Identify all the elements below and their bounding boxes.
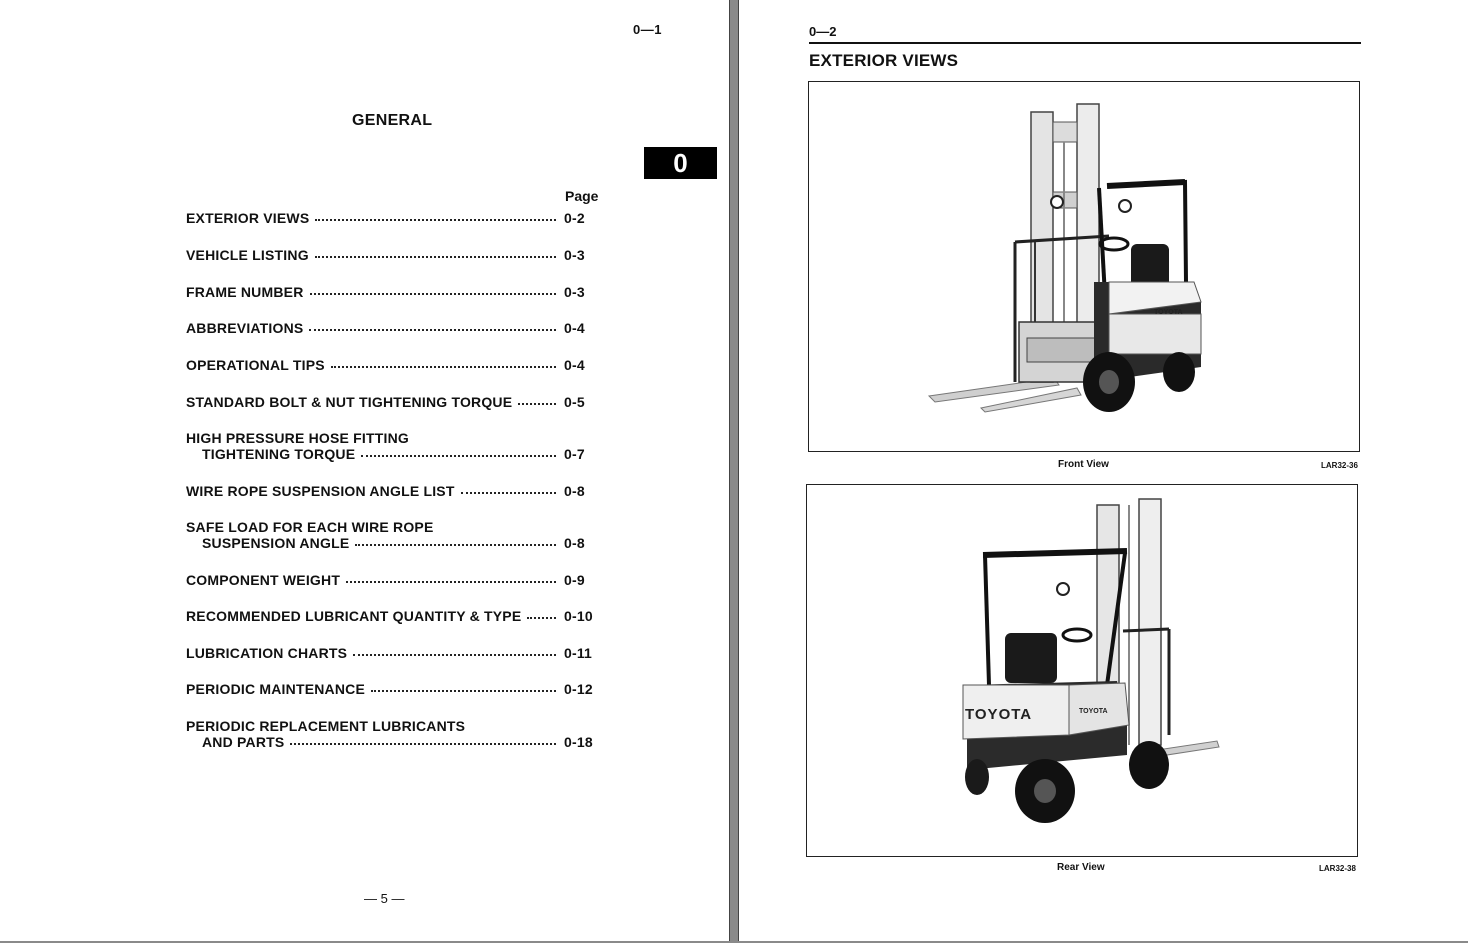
rear-figure-side-badge: TOYOTA (1079, 708, 1108, 715)
toc-entry-high-pressure-hose[interactable] (186, 430, 598, 463)
page-edge-divider (729, 0, 730, 941)
toc-leader-dots (355, 542, 556, 546)
forklift-rear-photo-icon (807, 485, 1357, 856)
toc-entry-title: HIGH PRESSURE HOSE FITTING (186, 430, 409, 446)
toc-entry-periodic-maintenance[interactable] (186, 681, 598, 698)
toc-leader-dots (461, 490, 556, 494)
toc-entry-title: EXTERIOR VIEWS (186, 210, 310, 226)
header-rule (809, 42, 1361, 44)
toc-entry-lubrication-charts[interactable] (186, 645, 598, 662)
toc-entry-operational-tips[interactable] (186, 357, 598, 374)
toc-entry-title: ABBREVIATIONS (186, 320, 304, 336)
front-figure-badge: TOYOTA (1154, 309, 1183, 316)
toc-entry-title: COMPONENT WEIGHT (186, 572, 341, 588)
toc-entry-page: 0-5 (564, 394, 585, 410)
toc-entry-component-weight[interactable] (186, 572, 598, 589)
toc-entry-vehicle-listing[interactable] (186, 247, 598, 264)
toc-entry-page: 0-2 (564, 210, 585, 226)
toc-entry-page: 0-7 (564, 446, 585, 462)
toc-leader-dots (527, 615, 556, 619)
page-footer-number: — 5 — (364, 891, 405, 906)
toc-entry-recommended-lubricant[interactable] (186, 608, 598, 625)
right-page (738, 0, 1468, 941)
toc-leader-dots (371, 688, 556, 692)
toc-entry-title: PERIODIC MAINTENANCE (186, 681, 366, 697)
left-page (0, 0, 730, 941)
toc-entry-title: FRAME NUMBER (186, 284, 304, 300)
toc-entry-title-continued: SUSPENSION ANGLE (202, 535, 350, 551)
toc-entry-periodic-replacement[interactable] (186, 718, 598, 751)
page-header-number: 0—1 (633, 22, 662, 37)
rear-view-caption: Rear View (1057, 862, 1105, 873)
toc-entry-title: LUBRICATION CHARTS (186, 645, 348, 661)
toc-entry-page: 0-12 (564, 681, 593, 697)
toc-entry-wire-rope-angle-list[interactable] (186, 483, 598, 500)
toc-entry-title: WIRE ROPE SUSPENSION ANGLE LIST (186, 483, 455, 499)
front-view-figure (808, 81, 1360, 452)
toc-entry-page: 0-10 (564, 608, 593, 624)
toc-entry-standard-bolt-nut[interactable] (186, 394, 598, 411)
toc-entry-page: 0-18 (564, 734, 593, 750)
toc-entry-title-continued: AND PARTS (202, 734, 285, 750)
toc-page-heading: Page (565, 188, 599, 204)
toc-entry-title: PERIODIC REPLACEMENT LUBRICANTS (186, 718, 466, 734)
toc-leader-dots (310, 291, 556, 295)
toc-leader-dots (315, 217, 556, 221)
toc-entry-page: 0-3 (564, 247, 585, 263)
forklift-front-photo-icon (809, 82, 1359, 451)
front-view-figure-code: LAR32-36 (1321, 461, 1358, 470)
page-edge-divider (738, 0, 739, 941)
section-title: EXTERIOR VIEWS (809, 51, 959, 70)
rear-view-figure (806, 484, 1358, 857)
toc-entry-title: SAFE LOAD FOR EACH WIRE ROPE (186, 519, 434, 535)
toc-entry-page: 0-4 (564, 320, 585, 336)
chapter-tab-marker: 0 (644, 147, 717, 179)
toc-entry-title: OPERATIONAL TIPS (186, 357, 325, 373)
toc-entry-title: VEHICLE LISTING (186, 247, 309, 263)
toc-leader-dots (315, 254, 556, 258)
toc-entry-safe-load-wire-rope[interactable] (186, 519, 598, 552)
toc-leader-dots (346, 579, 556, 583)
toc-entry-title: RECOMMENDED LUBRICANT QUANTITY & TYPE (186, 608, 522, 624)
toc-entry-page: 0-11 (564, 645, 593, 661)
page-header-number: 0—2 (809, 24, 837, 39)
chapter-title: GENERAL (352, 112, 433, 129)
toc-entry-page: 0-3 (564, 284, 585, 300)
rear-view-figure-code: LAR32-38 (1319, 864, 1356, 873)
toc-entry-page: 0-9 (564, 572, 585, 588)
toc-leader-dots (290, 741, 556, 745)
toc-leader-dots (361, 453, 556, 457)
toc-entry-page: 0-8 (564, 535, 585, 551)
toc-entry-exterior-views[interactable] (186, 210, 598, 227)
toc-leader-dots (518, 401, 556, 405)
toc-entry-abbreviations[interactable] (186, 320, 598, 337)
rear-figure-badge: TOYOTA (965, 706, 1033, 723)
toc-entry-frame-number[interactable] (186, 284, 598, 301)
toc-leader-dots (331, 364, 556, 368)
toc-entry-page: 0-4 (564, 357, 585, 373)
toc-entry-title: STANDARD BOLT & NUT TIGHTENING TORQUE (186, 394, 513, 410)
toc-leader-dots (353, 652, 556, 656)
front-view-caption: Front View (1058, 459, 1109, 470)
toc-leader-dots (309, 327, 556, 331)
toc-entry-title-continued: TIGHTENING TORQUE (202, 446, 356, 462)
toc-entry-page: 0-8 (564, 483, 585, 499)
